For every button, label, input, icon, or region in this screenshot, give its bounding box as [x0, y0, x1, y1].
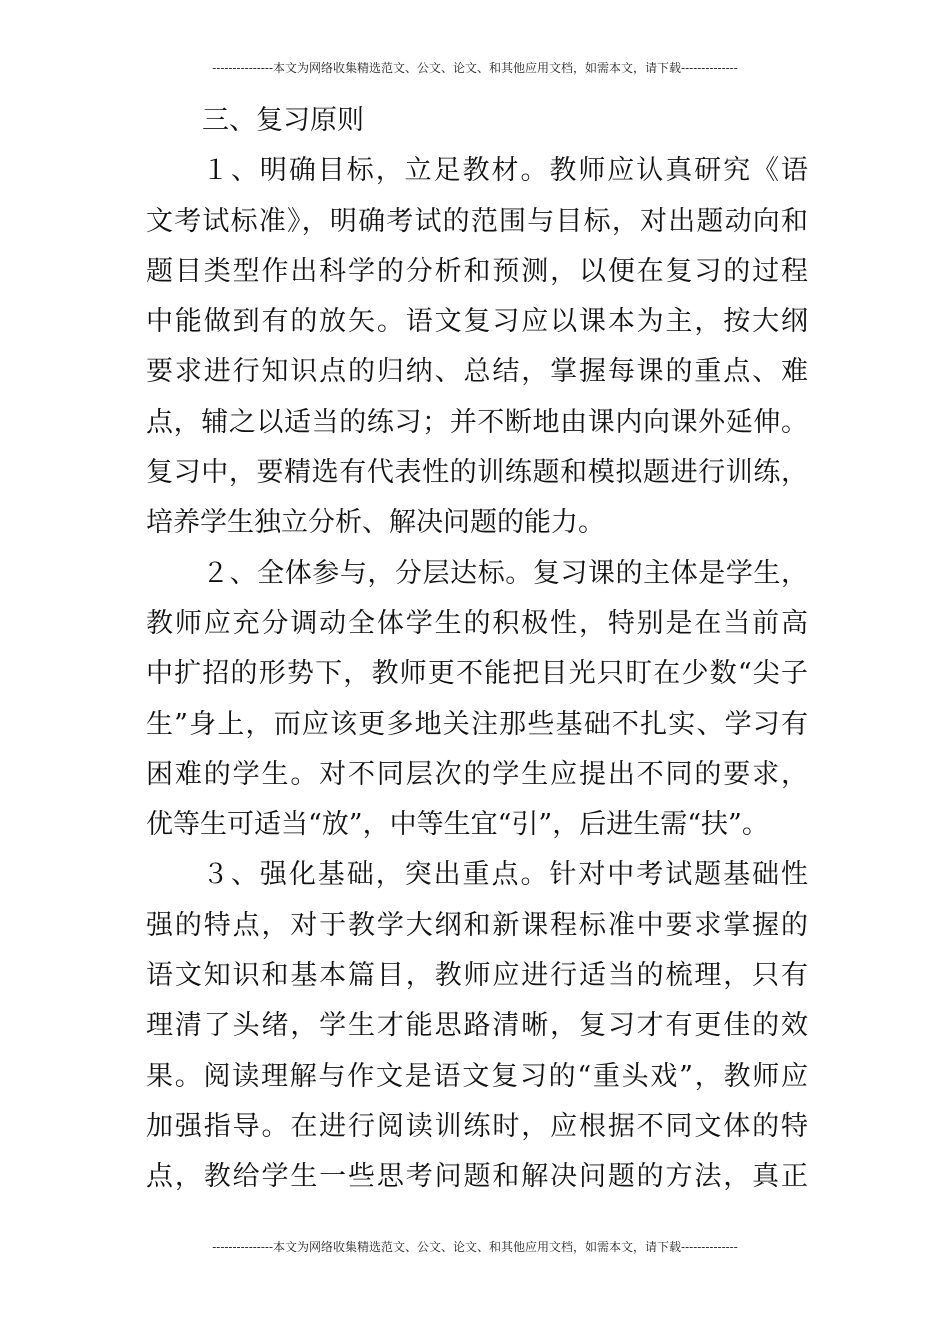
paragraph-line: 优等生可适当“放”，中等生宜“引”，后进生需“扶”。: [146, 809, 769, 841]
paragraph-line: 培养学生独立分析、解决问题的能力。: [146, 507, 605, 539]
paragraph-line: 文考试标准》，明确考试的范围与目标，对出题动向和: [146, 205, 808, 237]
paragraph-line: 果。阅读理解与作文是语文复习的“重头戏”，教师应: [146, 1060, 808, 1092]
paragraph-line: 中能做到有的放矢。语文复习应以课本为主，按大纲: [146, 306, 808, 338]
paragraph-line: 困难的学生。对不同层次的学生应提出不同的要求，: [146, 758, 808, 790]
paragraph-line: 题目类型作出科学的分析和预测，以便在复习的过程: [146, 255, 808, 287]
paragraph-line: 加强指导。在进行阅读训练时，应根据不同文体的特: [146, 1110, 808, 1142]
page-header: ---------------本文为网络收集精选范文、公文、论文、和其他应用文档，如需本文，请下载--------------: [212, 61, 738, 75]
paragraph-line: 理清了头绪，学生才能思路清晰，复习才有更佳的效: [146, 1010, 808, 1042]
paragraph-3: [146, 850, 808, 1202]
document-body: [146, 96, 808, 1203]
paragraph-1: [146, 146, 808, 548]
paragraph-line: ２、全体参与，分层达标。复习课的主体是学生，: [202, 557, 808, 589]
paragraph-line: 语文知识和基本篇目，教师应进行适当的梳理，只有: [146, 960, 808, 992]
paragraph-line: 教师应充分调动全体学生的积极性，特别是在当前高: [146, 607, 808, 639]
paragraph-line: 生”身上，而应该更多地关注那些基础不扎实、学习有: [146, 708, 808, 740]
paragraph-line: １、明确目标，立足教材。教师应认真研究《语: [202, 155, 808, 187]
paragraph-line: ３、强化基础，突出重点。针对中考试题基础性: [202, 859, 808, 891]
paragraph-line: 点，辅之以适当的练习；并不断地由课内向课外延伸。: [146, 406, 808, 438]
section-heading: 三、复习原则: [202, 105, 364, 136]
paragraph-line: 要求进行知识点的归纳、总结，掌握每课的重点、难: [146, 356, 808, 388]
paragraph-2: [146, 549, 808, 851]
page-footer: ---------------本文为网络收集精选范文、公文、论文、和其他应用文档，如需本文，请下载--------------: [212, 1240, 738, 1254]
paragraph-line: 强的特点，对于教学大纲和新课程标准中要求掌握的: [146, 909, 808, 941]
paragraph-line: 点，教给学生一些思考问题和解决问题的方法，真正: [146, 1161, 808, 1193]
paragraph-line: 复习中，要精选有代表性的训练题和模拟题进行训练，: [146, 457, 808, 489]
paragraph-line: 中扩招的形势下，教师更不能把目光只盯在少数“尖子: [146, 658, 808, 690]
